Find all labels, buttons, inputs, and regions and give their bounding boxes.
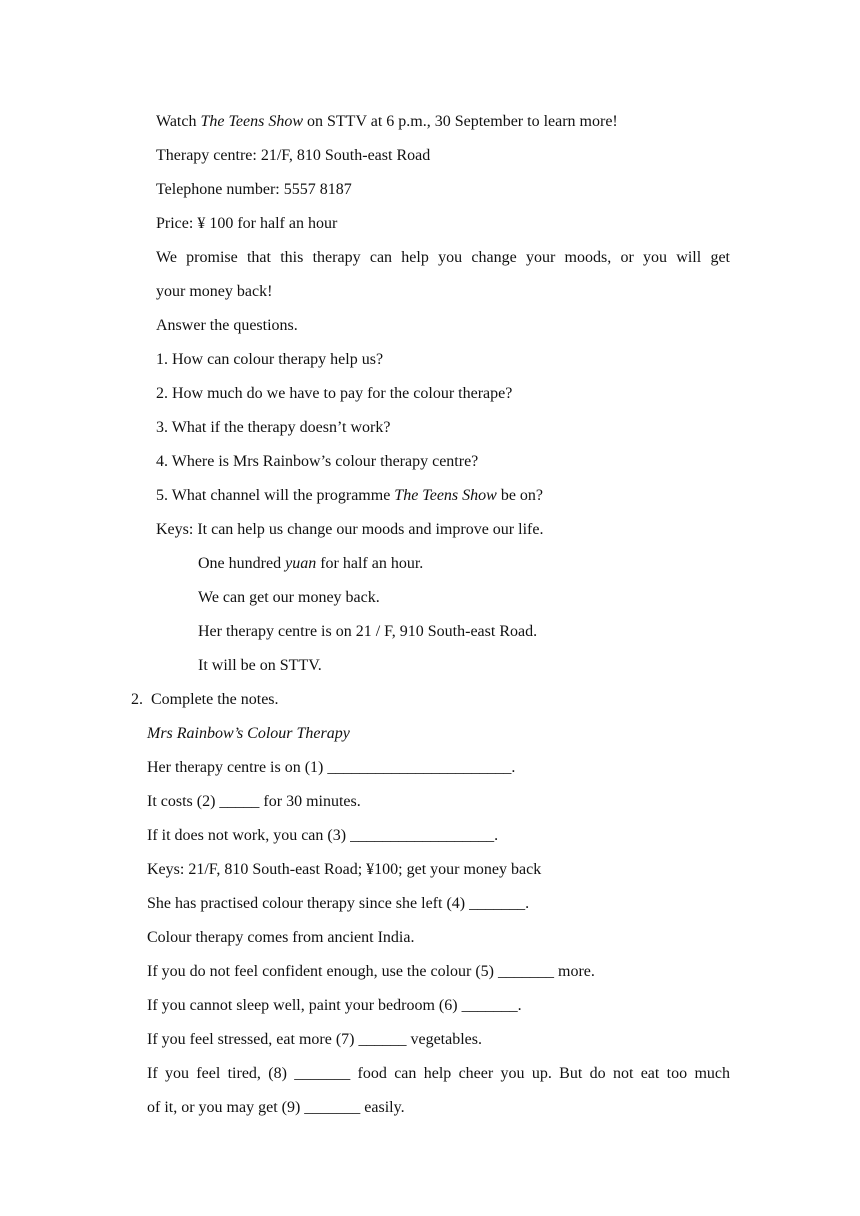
q5-pre: 5. What channel will the programme (156, 487, 395, 504)
note-6: If you do not feel confident enough, use the colour (5) _______ more. (147, 963, 595, 980)
watch-line (156, 112, 618, 132)
centre-line: Therapy centre: 21/F, 810 South-east Road (156, 147, 431, 164)
section-2-heading (131, 690, 279, 710)
note-4: She has practised colour therapy since she left (4) _______. (147, 895, 530, 912)
note-2: It costs (2) _____ for 30 minutes. (147, 793, 361, 810)
note-9-line-2: of it, or you may get (9) _______ easily. (147, 1099, 405, 1116)
price-line: Price: ¥ 100 for half an hour (156, 215, 338, 232)
watch-pre: Watch (156, 113, 201, 130)
promise-line-1: We promise that this therapy can help you change your moods, or you will get (156, 249, 730, 266)
key-2 (198, 554, 423, 574)
note-3: If it does not work, you can (3) __________________. (147, 827, 499, 844)
question-1: 1. How can colour therapy help us? (156, 351, 384, 368)
key-5: It will be on STTV. (198, 657, 322, 674)
key2-pre: One hundred (198, 555, 286, 572)
telephone-line: Telephone number: 5557 8187 (156, 181, 352, 198)
answer-heading: Answer the questions. (156, 317, 298, 334)
key-4: Her therapy centre is on 21 / F, 910 South-east Road. (198, 623, 538, 640)
note-9-line-1: If you feel tired, (8) _______ food can help cheer you up. But do not eat too much (147, 1065, 730, 1082)
watch-post: on STTV at 6 p.m., 30 September to learn more! (303, 113, 618, 130)
note-5: Colour therapy comes from ancient India. (147, 929, 415, 946)
question-3: 3. What if the therapy doesn’t work? (156, 419, 391, 436)
note-7: If you cannot sleep well, paint your bedroom (6) _______. (147, 997, 522, 1014)
promise-line-2: your money back! (156, 283, 273, 300)
notes-keys: Keys: 21/F, 810 South-east Road; ¥100; get your money back (147, 861, 542, 878)
note-1: Her therapy centre is on (1) _______________________. (147, 759, 516, 776)
question-2: 2. How much do we have to pay for the colour therape? (156, 385, 513, 402)
key-3: We can get our money back. (198, 589, 380, 606)
section-title: Complete the notes. (151, 691, 279, 708)
notes-title: Mrs Rainbow’s Colour Therapy (147, 725, 350, 742)
q5-post: be on? (496, 487, 544, 504)
key2-yuan: yuan (285, 555, 317, 572)
show-title: The Teens Show (200, 113, 303, 130)
question-5 (156, 486, 543, 506)
keys-line-1: Keys: It can help us change our moods and improve our life. (156, 521, 544, 538)
q5-show-title: The Teens Show (394, 487, 497, 504)
question-4: 4. Where is Mrs Rainbow’s colour therapy centre? (156, 453, 479, 470)
note-8: If you feel stressed, eat more (7) ______ vegetables. (147, 1031, 482, 1048)
section-number: 2. (131, 691, 143, 708)
key2-post: for half an hour. (316, 555, 424, 572)
